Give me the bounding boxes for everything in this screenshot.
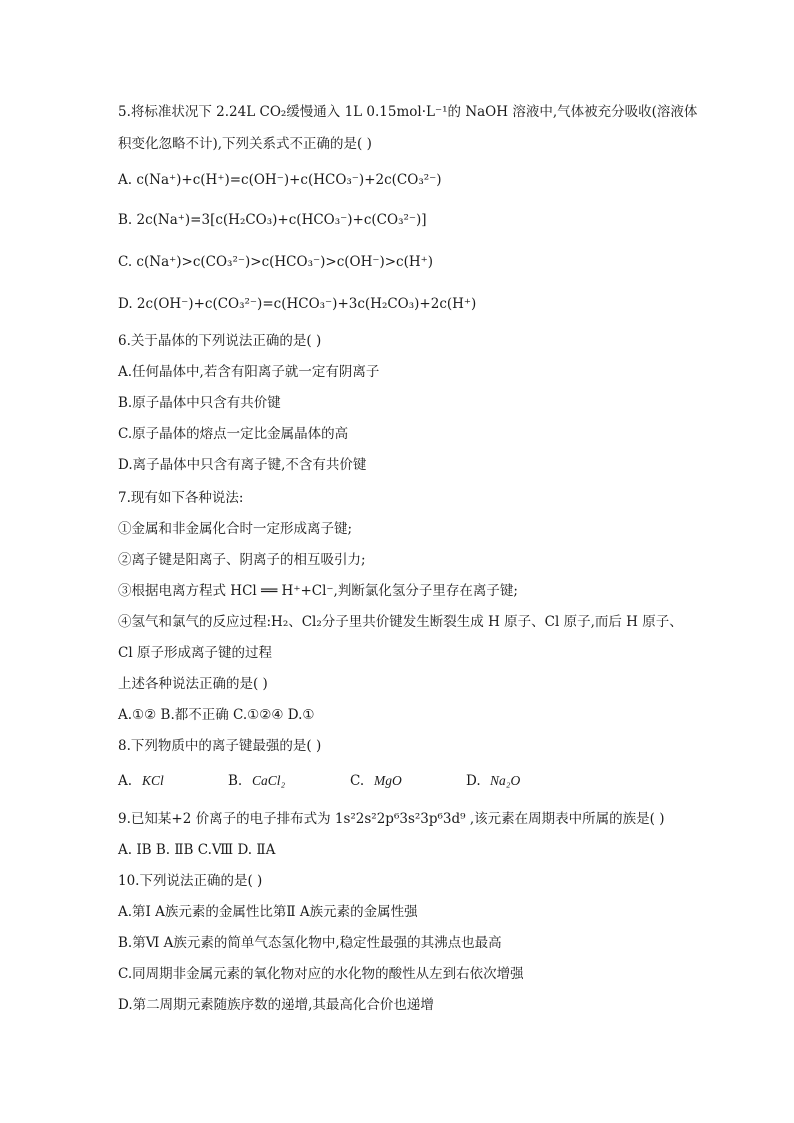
q5-stem-line2: 积变化忽略不计),下列关系式不正确的是( ) [118,136,372,152]
q10-stem: 10.下列说法正确的是( ) [118,873,263,889]
q8-stem: 8.下列物质中的离子键最强的是( ) [118,738,322,754]
q6-stem: 6.关于晶体的下列说法正确的是( ) [118,333,322,349]
q10-option-d: D.第二周期元素随族序数的递增,其最高化合价也递增 [118,997,434,1013]
q8-options [118,771,520,791]
q8-option-b-label: B. [228,773,243,789]
q9-options: A. ⅠB B. ⅡB C.Ⅷ D. ⅡA [118,842,276,858]
q7-statement-2: ②离子键是阳离子、阴离子的相互吸引力; [118,552,366,568]
q8-option-c: MgO [374,773,402,788]
q7-stem: 7.现有如下各种说法: [118,490,244,506]
q5-option-c: C. c(Na⁺)>c(CO₃²⁻)>c(HCO₃⁻)>c(OH⁻)>c(H⁺) [118,254,434,270]
q8-option-a-label: A. [118,773,133,789]
q5-stem-line1: 5.将标准状况下 2.24L CO₂缓慢通入 1L 0.15mol·L⁻¹的 NaOH 溶液中,气体被充分吸收(溶液体 [118,104,698,120]
q10-option-a: A.第Ⅰ A族元素的金属性比第Ⅱ A族元素的金属性强 [118,904,418,920]
q8-option-a: KCl [142,773,164,788]
q8-option-b: CaCl₂ [252,773,286,788]
q9-stem: 9.已知某+2 价离子的电子排布式为 1s²2s²2p⁶3s²3p⁶3d⁹ ,该元素在周期表中所属的族是( ) [118,811,665,827]
q7-statement-4-line2: Cl 原子形成离子键的过程 [118,645,272,661]
q7-statement-3: ③根据电离方程式 HCl ══ H⁺+Cl⁻,判断氯化氢分子里存在离子键; [118,583,518,599]
q6-option-d: D.离子晶体中只含有离子键,不含有共价键 [118,457,367,473]
q8-option-d-label: D. [466,773,481,789]
q10-option-b: B.第Ⅵ A族元素的简单气态氢化物中,稳定性最强的其沸点也最高 [118,935,502,951]
q5-option-b: B. 2c(Na⁺)=3[c(H₂CO₃)+c(HCO₃⁻)+c(CO₃²⁻)] [118,212,427,228]
q7-options: A.①② B.都不正确 C.①②④ D.① [118,707,315,723]
q6-option-a: A.任何晶体中,若含有阳离子就一定有阴离子 [118,364,380,380]
q5-option-d: D. 2c(OH⁻)+c(CO₃²⁻)=c(HCO₃⁻)+3c(H₂CO₃)+2c(H⁺) [118,296,477,312]
q8-option-c-label: C. [350,773,365,789]
q7-question: 上述各种说法正确的是( ) [118,676,268,692]
q6-option-c: C.原子晶体的熔点一定比金属晶体的高 [118,426,349,442]
q7-statement-1: ①金属和非金属化合时一定形成离子键; [118,521,353,537]
q6-option-b: B.原子晶体中只含有共价键 [118,395,281,411]
q10-option-c: C.同周期非金属元素的氧化物对应的水化物的酸性从左到右依次增强 [118,966,524,982]
q7-statement-4-line1: ④氢气和氯气的反应过程:H₂、Cl₂分子里共价键发生断裂生成 H 原子、Cl 原子,而后 H 原子、 [118,614,683,630]
q8-option-d: Na₂O [490,773,521,788]
q5-option-a: A. c(Na⁺)+c(H⁺)=c(OH⁻)+c(HCO₃⁻)+2c(CO₃²⁻) [118,172,442,188]
